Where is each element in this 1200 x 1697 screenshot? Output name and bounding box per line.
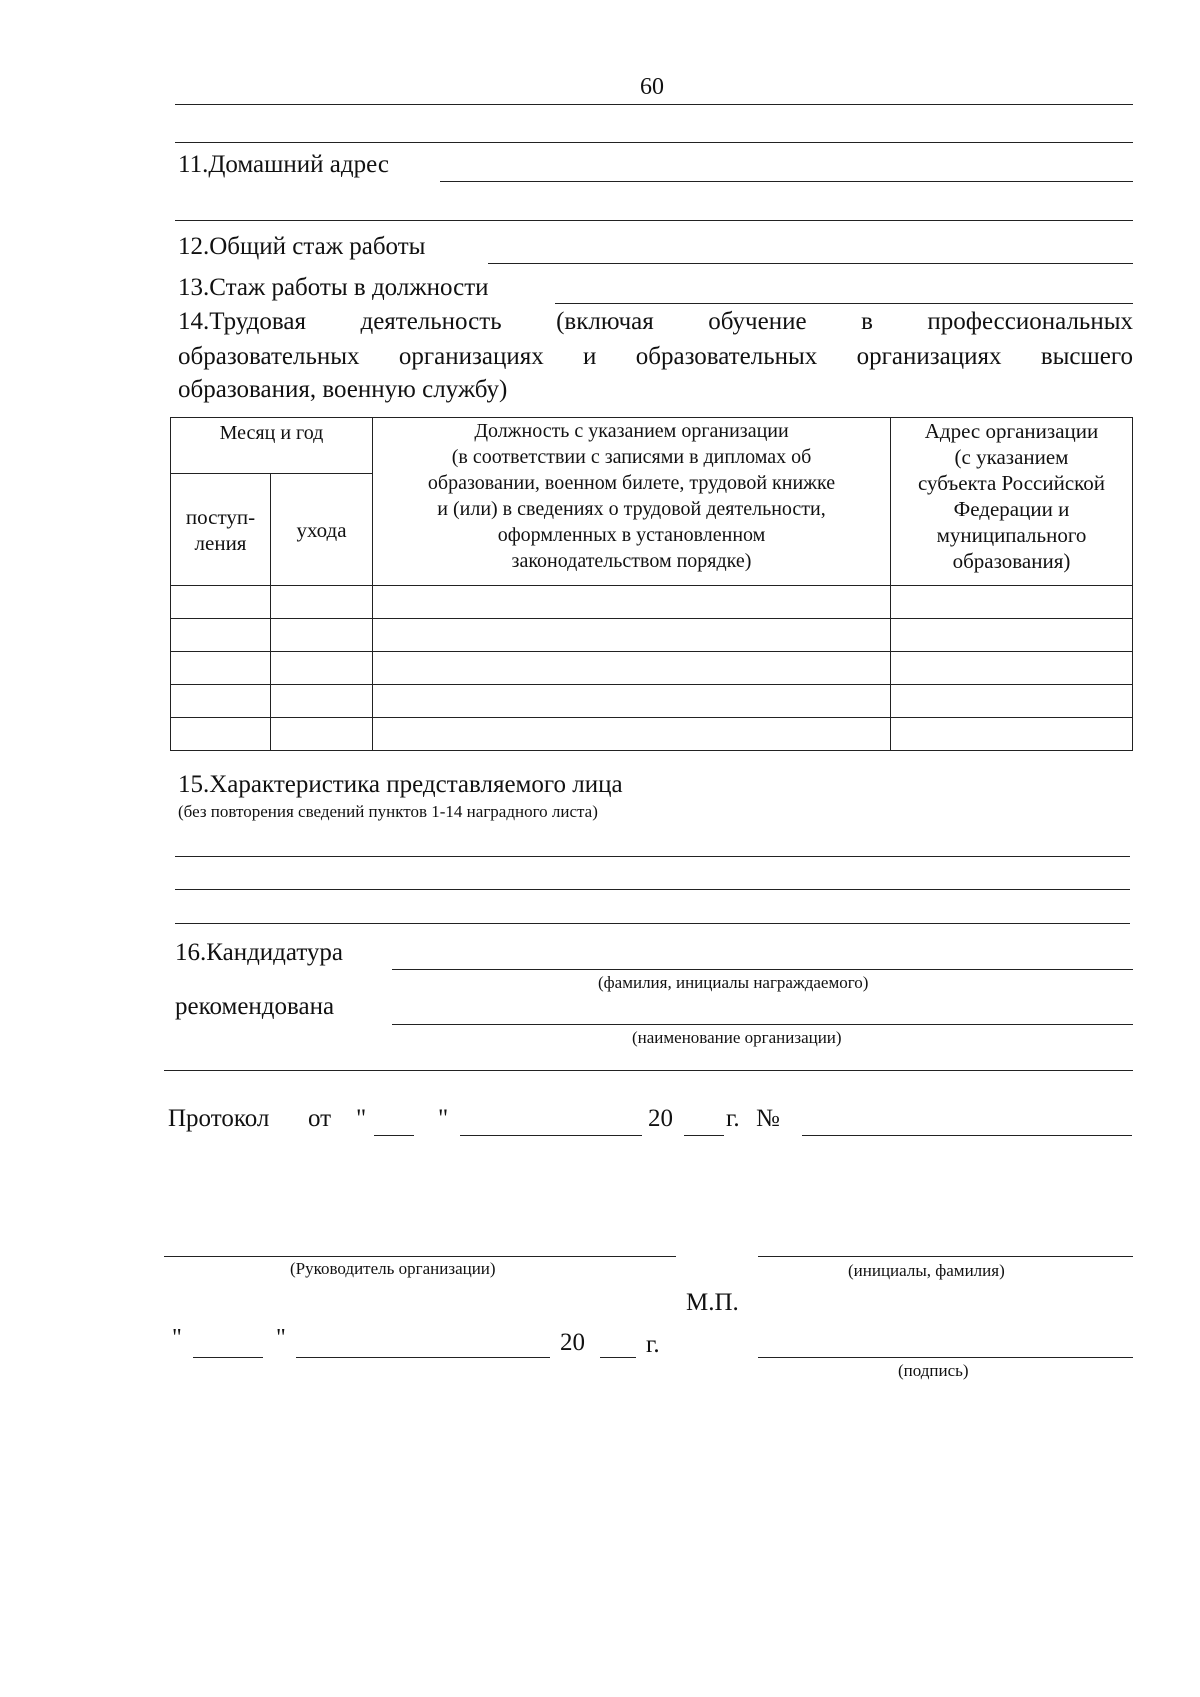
candidacy-label: 16.Кандидатура bbox=[175, 939, 344, 966]
sign-quote-close: " bbox=[276, 1325, 286, 1351]
protocol-number-field[interactable] bbox=[802, 1135, 1132, 1136]
candidate-name-field[interactable] bbox=[392, 969, 1133, 970]
cell-address[interactable] bbox=[891, 652, 1133, 685]
header-month-year: Месяц и год bbox=[171, 418, 373, 474]
work-activity-label-line2: образовательных организациях и образовательных организациях высшего bbox=[178, 343, 1133, 370]
recommended-label: рекомендована bbox=[175, 993, 335, 1020]
protocol-from: от bbox=[308, 1105, 332, 1132]
table-row bbox=[171, 652, 1133, 685]
work-activity-table bbox=[170, 417, 1133, 751]
protocol-number-sign: № bbox=[756, 1105, 780, 1132]
cell-address[interactable] bbox=[891, 685, 1133, 718]
cell-leave[interactable] bbox=[271, 652, 373, 685]
sign-month-field[interactable] bbox=[296, 1357, 550, 1358]
page-number: 60 bbox=[640, 74, 664, 100]
sign-year-field[interactable] bbox=[600, 1357, 636, 1358]
characteristic-label: 15.Характеристика представляемого лица bbox=[178, 771, 623, 798]
protocol-year-suffix: г. bbox=[726, 1105, 740, 1132]
table-row bbox=[171, 685, 1133, 718]
header-leave: ухода bbox=[271, 474, 373, 586]
cell-position[interactable] bbox=[373, 718, 891, 751]
cell-address[interactable] bbox=[891, 619, 1133, 652]
table-row bbox=[171, 619, 1133, 652]
characteristic-note: (без повторения сведений пунктов 1-14 наградного листа) bbox=[178, 802, 598, 821]
cell-leave[interactable] bbox=[271, 718, 373, 751]
work-activity-label-line1: 14.Трудовая деятельность (включая обучение в профессиональных bbox=[178, 308, 1133, 335]
cell-entry[interactable] bbox=[171, 652, 271, 685]
characteristic-line-3[interactable] bbox=[175, 923, 1130, 924]
cell-address[interactable] bbox=[891, 718, 1133, 751]
table-row bbox=[171, 586, 1133, 619]
initials-caption: (инициалы, фамилия) bbox=[848, 1261, 1005, 1280]
candidate-name-caption: (фамилия, инициалы награждаемого) bbox=[598, 973, 869, 992]
signature-caption: (подпись) bbox=[898, 1361, 969, 1380]
protocol-label: Протокол bbox=[168, 1105, 270, 1132]
home-address-field[interactable] bbox=[440, 181, 1133, 182]
cell-position[interactable] bbox=[373, 619, 891, 652]
cell-position[interactable] bbox=[373, 685, 891, 718]
protocol-month-field[interactable] bbox=[460, 1135, 642, 1136]
position-experience-field[interactable] bbox=[555, 303, 1133, 304]
total-experience-field[interactable] bbox=[488, 263, 1133, 264]
header-address: Адрес организации (с указанием субъекта Российской Федерации и муниципального образования) bbox=[891, 418, 1133, 586]
position-experience-label: 13.Стаж работы в должности bbox=[178, 274, 489, 301]
organization-name-field[interactable] bbox=[392, 1024, 1133, 1025]
protocol-quote-close: " bbox=[438, 1105, 449, 1132]
sign-quote-open: " bbox=[172, 1325, 182, 1351]
cell-entry[interactable] bbox=[171, 718, 271, 751]
cell-entry[interactable] bbox=[171, 619, 271, 652]
organization-name-field-2[interactable] bbox=[164, 1070, 1133, 1071]
cell-position[interactable] bbox=[373, 586, 891, 619]
sign-year-prefix: 20 bbox=[560, 1329, 585, 1356]
header-rule bbox=[175, 104, 1133, 105]
sign-year-suffix: г. bbox=[646, 1331, 660, 1358]
home-address-field-2[interactable] bbox=[175, 220, 1133, 221]
head-signature-field[interactable] bbox=[164, 1256, 676, 1257]
cell-leave[interactable] bbox=[271, 685, 373, 718]
table-row bbox=[171, 718, 1133, 751]
signature-field[interactable] bbox=[758, 1357, 1133, 1358]
protocol-quote-open: " bbox=[356, 1105, 367, 1132]
cell-leave[interactable] bbox=[271, 586, 373, 619]
characteristic-line-1[interactable] bbox=[175, 856, 1130, 857]
cell-leave[interactable] bbox=[271, 619, 373, 652]
cell-address[interactable] bbox=[891, 586, 1133, 619]
cell-entry[interactable] bbox=[171, 685, 271, 718]
initials-field[interactable] bbox=[758, 1256, 1133, 1257]
organization-name-caption: (наименование организации) bbox=[632, 1028, 842, 1047]
protocol-year-prefix: 20 bbox=[648, 1105, 673, 1132]
address-line-top[interactable] bbox=[175, 142, 1133, 143]
protocol-year-field[interactable] bbox=[684, 1135, 724, 1136]
header-entry: поступ- ления bbox=[171, 474, 271, 586]
protocol-day-field[interactable] bbox=[374, 1135, 414, 1136]
home-address-label: 11.Домашний адрес bbox=[178, 151, 389, 178]
cell-entry[interactable] bbox=[171, 586, 271, 619]
work-activity-label-line3: образования, военную службу) bbox=[178, 376, 508, 403]
sign-day-field[interactable] bbox=[193, 1357, 263, 1358]
characteristic-line-2[interactable] bbox=[175, 889, 1130, 890]
stamp-label: М.П. bbox=[686, 1289, 739, 1316]
head-caption: (Руководитель организации) bbox=[290, 1259, 496, 1278]
header-position: Должность с указанием организации (в соответствии с записями в дипломах об образовании, военном билете, трудовой книжке и (или) в сведениях о трудовой деятельности, оформленных в установленном законодательством порядке) bbox=[373, 418, 891, 586]
total-experience-label: 12.Общий стаж работы bbox=[178, 233, 426, 260]
cell-position[interactable] bbox=[373, 652, 891, 685]
